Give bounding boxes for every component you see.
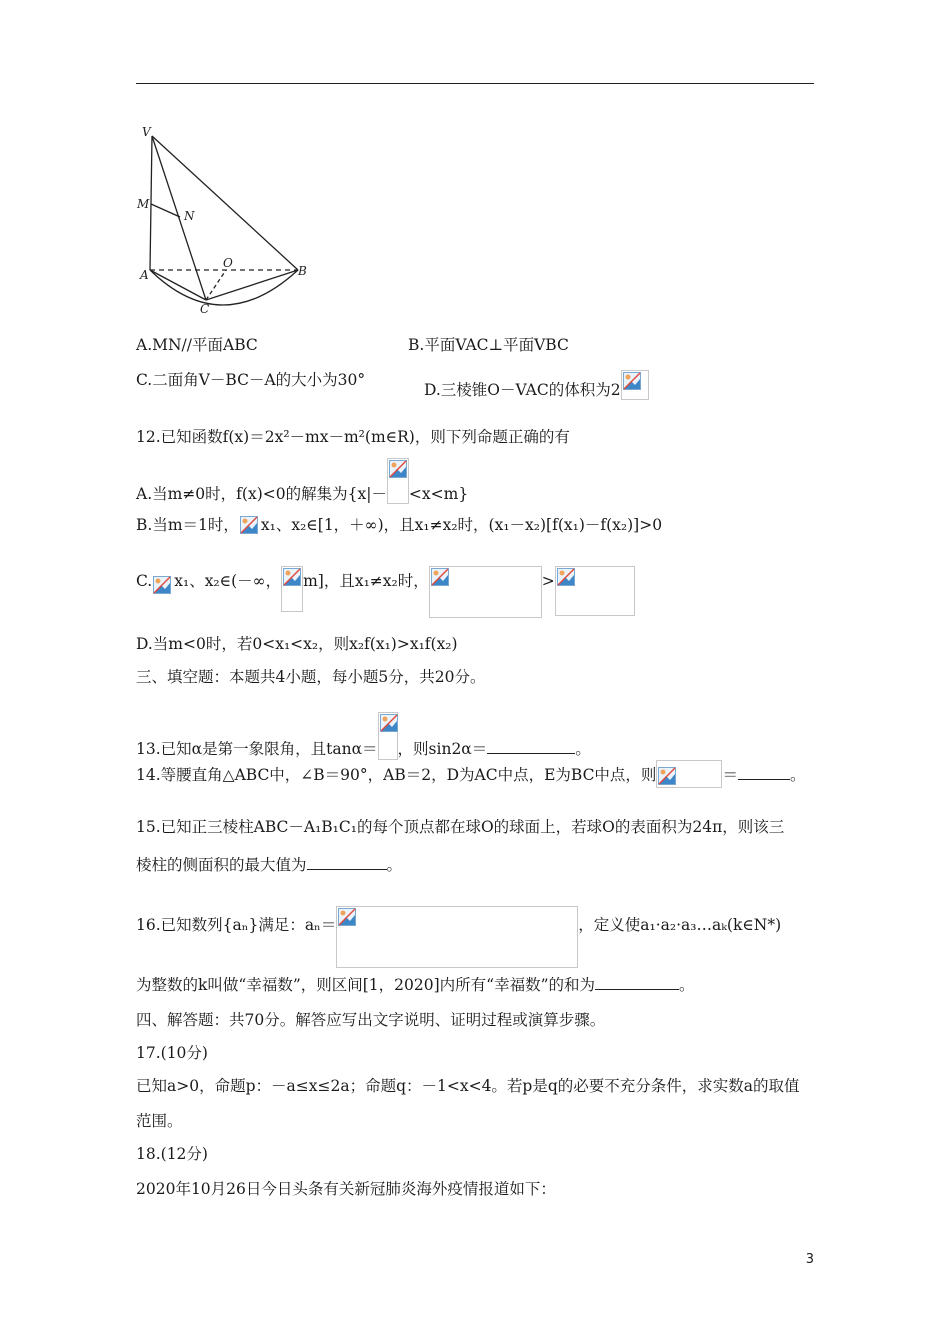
q13-post: ，则sin2α＝ [397,740,488,758]
q12-option-a [136,458,468,504]
broken-image-icon [621,370,649,400]
q11-option-d-text: D.三棱锥O－VAC的体积为2 [424,381,621,399]
page-number: 3 [805,1252,814,1267]
q12-option-b-pre: B.当m＝1时， [136,516,239,534]
q13-end: 。 [575,740,591,758]
q16-line-1 [136,906,781,968]
broken-image-icon [555,566,635,616]
answer-blank [595,975,679,990]
answer-blank [738,765,790,780]
q15-end: 。 [386,856,403,874]
section-3-heading: 三、填空题：本题共4小题，每小题5分，共20分。 [136,668,486,686]
q14-eq: ＝ [722,766,738,784]
q12-option-c-mid1: x₁、x₂∈(－∞， [174,572,282,590]
answer-blank [487,739,575,754]
answer-blank [307,855,387,870]
q16-end: 。 [679,976,695,994]
broken-image-icon [387,458,409,504]
q16-line-2 [136,975,695,995]
q18-head: 18.(12分) [136,1145,208,1163]
q12-option-a-post: <x<m} [408,485,469,503]
q12-option-c-gt: > [541,572,555,590]
label-o: O [223,256,233,270]
q15-line-2-text: 棱柱的侧面积的最大值为 [136,856,307,874]
label-b: B [298,264,307,278]
q15-line-1: 15.已知正三棱柱ABC－A₁B₁C₁的每个顶点都在球O的球面上，若球O的表面积为24π，则该三 [136,818,785,836]
q12-option-c [136,566,635,618]
section-4-heading: 四、解答题：共70分。解答应写出文字说明、证明过程或演算步骤。 [136,1011,606,1029]
q17-line-1: 已知a>0，命题p：－a≤x≤2a；命题q：－1<x<4。若p是q的必要不充分条件，求实数a的取值 [136,1077,800,1095]
q17-head: 17.(10分) [136,1044,208,1062]
broken-image-icon [656,760,722,788]
header-rule [136,83,814,84]
q18-line-1: 2020年10月26日今日头条有关新冠肺炎海外疫情报道如下： [136,1180,556,1198]
broken-image-icon [378,712,398,760]
broken-image-icon [281,566,303,612]
q12-option-d: D.当m<0时，若0<x₁<x₂，则x₂f(x₁)>x₁f(x₂) [136,635,458,653]
q12-option-a-pre: A.当m≠0时，f(x)<0的解集为{x|－ [136,485,387,503]
label-v: V [142,125,151,139]
broken-image-icon [429,566,542,618]
geometry-figure [134,120,314,320]
broken-image-icon [152,568,174,596]
q13-pre: 13.已知α是第一象限角，且tanα＝ [136,740,378,758]
q12-option-b-post: x₁、x₂∈[1，＋∞)，且x₁≠x₂时，(x₁－x₂)[f(x₁)－f(x₂)]>0 [260,516,663,534]
q16-post: ，定义使a₁·a₂·a₃…aₖ(k∈N*) [578,916,782,934]
broken-image-icon [336,906,578,968]
q14-pre: 14.等腰直角△ABC中，∠B＝90°，AB＝2，D为AC中点，E为BC中点，则 [136,766,657,784]
q12-stem: 12.已知函数f(x)＝2x²－mx－m²(m∈R)，则下列命题正确的有 [136,428,570,446]
label-n: N [184,209,195,223]
q11-option-d [424,370,649,400]
q13 [136,712,591,760]
q12-option-c-mid2: m]，且x₁≠x₂时， [303,572,429,590]
q14 [136,760,805,788]
q14-end: 。 [789,766,806,784]
q16-line-2-text: 为整数的k叫做“幸福数”，则区间[1，2020]内所有“幸福数”的和为 [136,976,595,994]
q12-option-c-pre: C. [136,572,153,590]
q11-option-c: C.二面角V－BC－A的大小为30° [136,371,366,389]
label-a: A [140,268,149,282]
q17-line-2: 范围。 [136,1112,183,1130]
broken-image-icon [239,515,261,535]
q16-pre: 16.已知数列{aₙ}满足：aₙ＝ [136,916,337,934]
label-c: C [200,302,210,316]
label-m: M [137,197,150,211]
q12-option-b [136,515,662,535]
q11-option-a: A.MN//平面ABC [136,336,258,354]
q11-option-b: B.平面VAC⊥平面VBC [408,336,569,354]
q15-line-2 [136,855,402,875]
